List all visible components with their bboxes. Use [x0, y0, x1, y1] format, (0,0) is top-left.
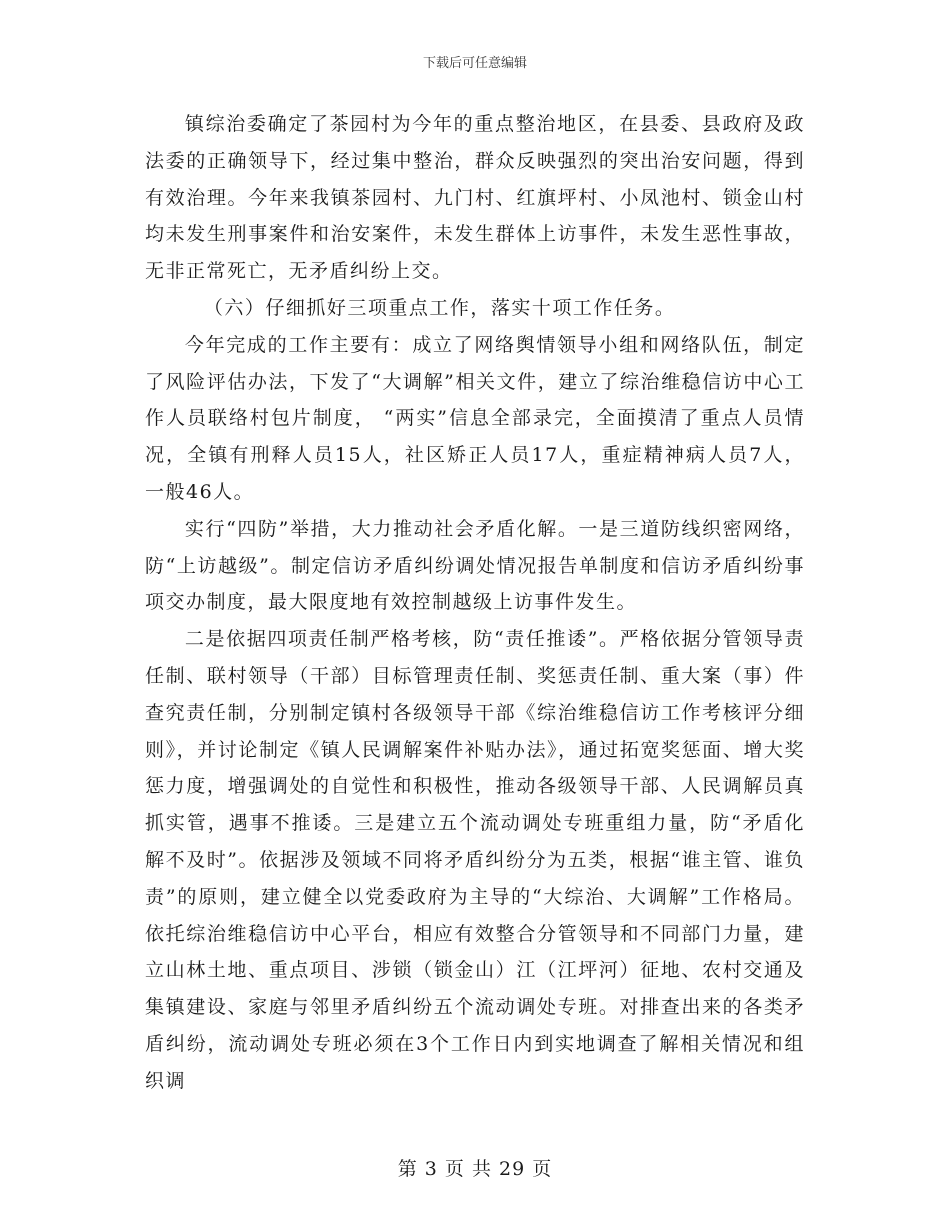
- paragraph-3: 实行“四防”举措，大力推动社会矛盾化解。一是三道防线织密网络，防“上访越级”。制定信访矛盾纠纷调处情况报告单制度和信访矛盾纠纷事项交办制度，最大限度地有效控制越级上访事件发生。: [145, 517, 805, 614]
- paragraph-1: 镇综治委确定了茶园村为今年的重点整治地区，在县委、县政府及政法委的正确领导下，经过集中整治，群众反映强烈的突出治安问题，得到有效治理。今年来我镇茶园村、九门村、红旗坪村、小凤池村、锁金山村均未发生刑事案件和治安案件，未发生群体上访事件，未发生恶性事故，无非正常死亡，无矛盾纠纷上交。: [145, 113, 805, 283]
- page-number-footer: 第 3 页 共 29 页: [397, 1158, 553, 1180]
- document-body: [145, 106, 805, 1100]
- page-header: 下载后可任意编辑: [422, 56, 527, 71]
- paragraph-4: 二是依据四项责任制严格考核，防“责任推诿”。严格依据分管领导责任制、联村领导（干部）目标管理责任制、奖惩责任制、重大案（事）件查究责任制，分别制定镇村各级领导干部《综治维稳信访工作考核评分细则》，并讨论制定《镇人民调解案件补贴办法》，通过拓宽奖惩面、增大奖惩力度，增强调处的自觉性和积极性，推动各级领导干部、人民调解员真抓实管，遇事不推诿。三是建立五个流动调处专班重组力量，防“矛盾化解不及时”。依据涉及领域不同将矛盾纠纷分为五类，根据“谁主管、谁负责”的原则，建立健全以党委政府为主导的“大综治、大调解”工作格局。依托综治维稳信访中心平台，相应有效整合分管领导和不同部门力量，建立山林土地、重点项目、涉锁（锁金山）江（江坪河）征地、农村交通及集镇建设、家庭与邻里矛盾纠纷五个流动调处专班。对排查出来的各类矛盾纠纷，流动调处专班必须在3个工作日内到实地调查了解相关情况和组织调: [145, 628, 805, 1092]
- paragraph-2: 今年完成的工作主要有：成立了网络舆情领导小组和网络队伍，制定了风险评估办法，下发了“大调解”相关文件，建立了综治维稳信访中心工作人员联络村包片制度， “两实”信息全部录完，全面摸清了重点人员情况，全镇有刑释人员15人，社区矫正人员17人，重症精神病人员7人，一般46人。: [145, 333, 805, 503]
- section-heading: （六）仔细抓好三项重点工作，落实十项工作任务。: [203, 296, 676, 319]
